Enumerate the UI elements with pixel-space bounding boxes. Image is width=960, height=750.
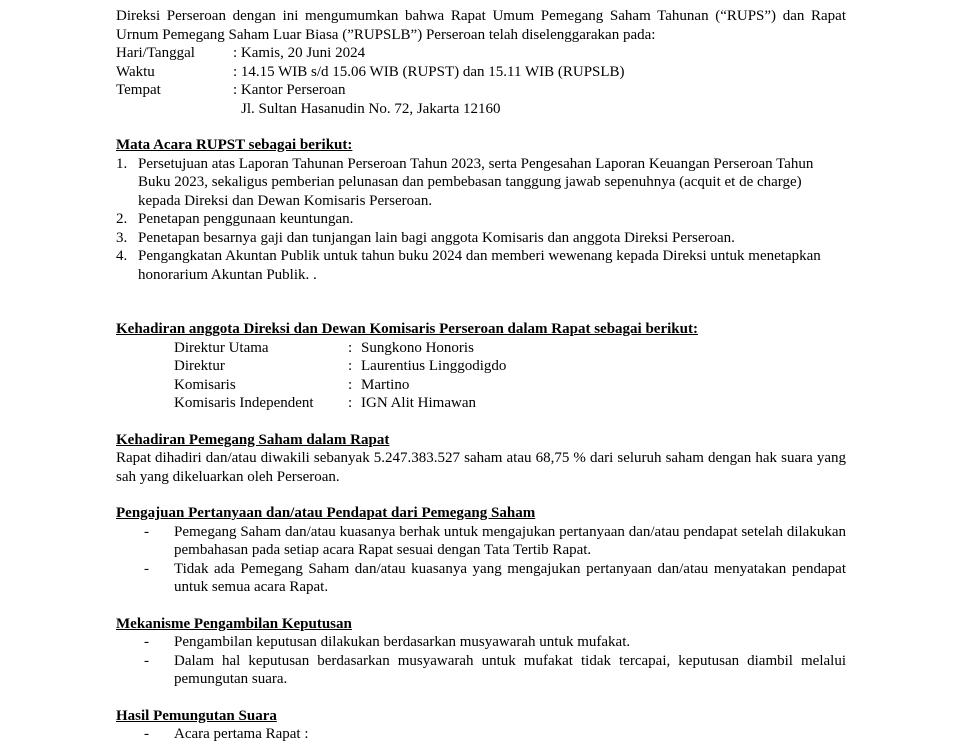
- detail-key: Waktu: [116, 63, 155, 80]
- questions-item: [116, 523, 846, 560]
- attendance-colon: :: [348, 358, 353, 374]
- mechanism-heading: Mekanisme Pengambilan Keputusan: [116, 615, 352, 632]
- dash-bullet: -: [144, 652, 149, 669]
- agenda-number: 3.: [116, 229, 128, 246]
- questions-item-text: Tidak ada Pemegang Saham dan/atau kuasanya yang mengajukan pertanyaan dan/atau menyatakan pendapat untuk semua acara Rapat.: [174, 560, 846, 595]
- attendance-name: Laurentius Linggodigdo: [361, 358, 507, 374]
- attendance-colon: :: [348, 339, 353, 356]
- detail-row-time: [116, 63, 846, 82]
- detail-key: Hari/Tanggal: [116, 45, 195, 61]
- agenda-text: Pengangkatan Akuntan Publik untuk tahun buku 2024 dan memberi wewenang kepada Direksi untuk menetapkan honorarium Akuntan Publik. .: [138, 248, 821, 283]
- attendance-name: Martino: [361, 376, 410, 393]
- shareholders-heading: Kehadiran Pemegang Saham dalam Rapat: [116, 431, 390, 448]
- questions-heading: Pengajuan Pertanyaan dan/atau Pendapat dari Pemegang Saham: [116, 505, 536, 521]
- detail-value: : Kamis, 20 Juni 2024: [233, 45, 366, 61]
- agenda-item: [116, 155, 846, 211]
- dash-bullet: -: [144, 726, 149, 742]
- agenda-item: [116, 247, 846, 284]
- announcement-document: [116, 7, 846, 744]
- agenda-text: Penetapan penggunaan keuntungan.: [138, 211, 354, 227]
- mechanism-list: [116, 633, 846, 689]
- mechanism-item: [116, 652, 846, 689]
- detail-key: Tempat: [116, 82, 161, 98]
- voting-heading: Hasil Pemungutan Suara: [116, 707, 277, 724]
- detail-value: : Kantor Perseroan: [233, 82, 346, 98]
- agenda-number: 4.: [116, 248, 128, 264]
- voting-list: [116, 725, 846, 744]
- attendance-list: [116, 339, 846, 413]
- meeting-details: [116, 44, 846, 118]
- attendance-role: Direktur: [174, 358, 225, 374]
- agenda-text: Persetujuan atas Laporan Tahunan Perseroan Tahun 2023, serta Pengesahan Laporan Keuangan Perseroan Tahun Buku 2023, sekaligus pemberian pelunasan dan pembebasan tanggung jawab sepenuhnya (acquit et de charge) kepada Direksi dan Dewan Komisaris Perseroan.: [138, 155, 814, 209]
- attendance-role: Komisaris: [174, 376, 236, 393]
- intro-paragraph: Direksi Perseroan dengan ini mengumumkan bahwa Rapat Umum Pemegang Saham Tahunan (“RUPS”) dan Rapat Urnum Pemegang Saham Luar Biasa (”RUPSLB”) Perseroan telah diselenggarakan pada:: [116, 8, 846, 43]
- attendance-colon: :: [348, 395, 353, 411]
- mechanism-item-text: Dalam hal keputusan berdasarkan musyawarah untuk mufakat tidak tercapai, keputusan diambil melalui pemungutan suara.: [174, 652, 846, 687]
- attendance-row: [174, 376, 846, 395]
- agenda-item: [116, 210, 846, 229]
- voting-item-text: Acara pertama Rapat :: [174, 726, 309, 742]
- questions-item-text: Pemegang Saham dan/atau kuasanya berhak untuk mengajukan pertanyaan dan/atau pendapat setelah dilakukan pembahasan pada setiap acara Rapat sesuai dengan Tata Tertib Rapat.: [174, 523, 846, 558]
- attendance-role: Komisaris Independent: [174, 395, 314, 411]
- agenda-item: [116, 229, 846, 248]
- agenda-list: [116, 155, 846, 285]
- questions-item: [116, 560, 846, 597]
- agenda-text: Penetapan besarnya gaji dan tunjangan lain bagi anggota Komisaris dan anggota Direksi Perseroan.: [138, 229, 735, 246]
- voting-item: [116, 725, 846, 744]
- attendance-row: [174, 394, 846, 413]
- shareholders-text: Rapat dihadiri dan/atau diwakili sebanyak 5.247.383.527 saham atau 68,75 % dari seluruh saham dengan hak suara yang sah yang dikeluarkan oleh Perseroan.: [116, 450, 846, 485]
- address-line: Jl. Sultan Hasanudin No. 72, Jakarta 12160: [241, 100, 501, 117]
- attendance-row: [174, 339, 846, 358]
- attendance-row: [174, 357, 846, 376]
- attendance-colon: :: [348, 376, 353, 393]
- detail-value: : 14.15 WIB s/d 15.06 WIB (RUPST) dan 15.11 WIB (RUPSLB): [233, 63, 625, 80]
- mechanism-item-text: Pengambilan keputusan dilakukan berdasarkan musyawarah untuk mufakat.: [174, 634, 631, 650]
- detail-row-place: [116, 81, 846, 100]
- agenda-number: 2.: [116, 211, 128, 227]
- detail-row-date: [116, 44, 846, 63]
- attendance-name: Sungkono Honoris: [361, 339, 474, 356]
- attendance-role: Direktur Utama: [174, 339, 269, 356]
- dash-bullet: -: [144, 523, 149, 540]
- attendance-name: IGN Alit Himawan: [361, 395, 476, 411]
- agenda-heading: Mata Acara RUPST sebagai berikut:: [116, 137, 353, 153]
- dash-bullet: -: [144, 560, 149, 577]
- questions-list: [116, 523, 846, 597]
- dash-bullet: -: [144, 634, 149, 650]
- mechanism-item: [116, 633, 846, 652]
- agenda-number: 1.: [116, 155, 128, 172]
- attendance-heading: Kehadiran anggota Direksi dan Dewan Komisaris Perseroan dalam Rapat sebagai berikut:: [116, 321, 698, 337]
